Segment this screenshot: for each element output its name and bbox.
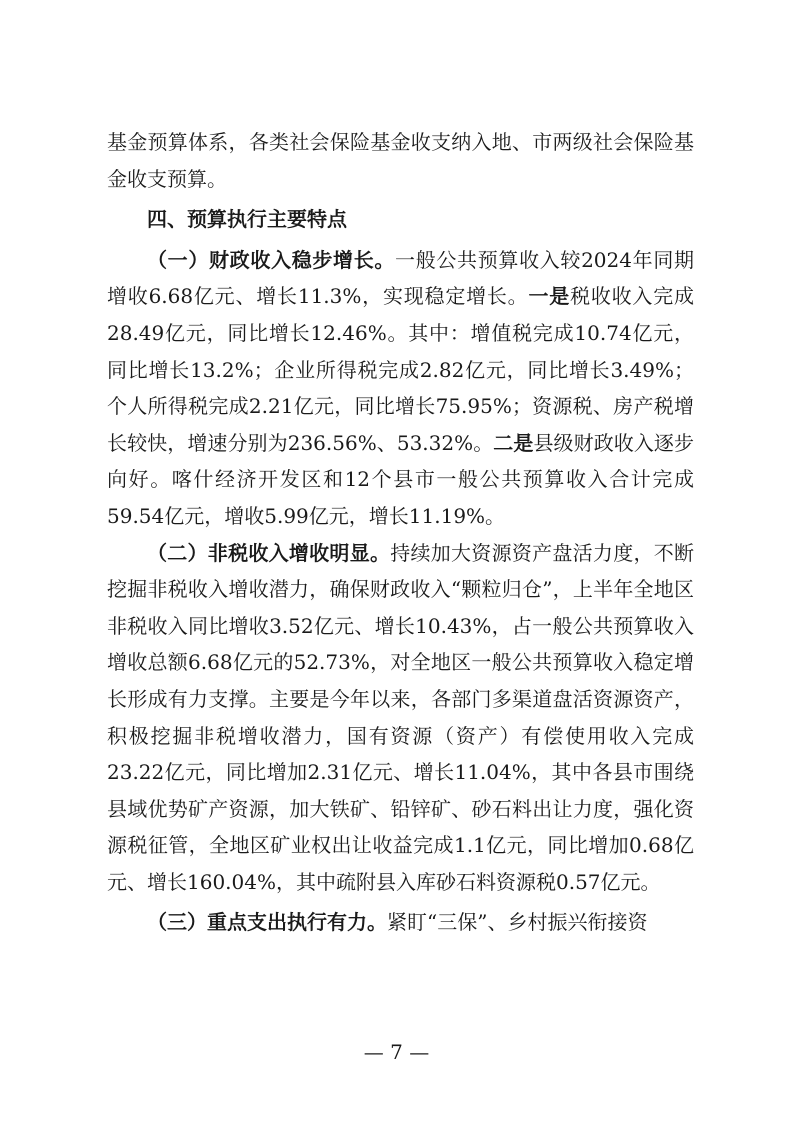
subheading-key-expenditure: （三）重点支出执行有力。 [147, 910, 387, 935]
text-tax-revenue: 税收收入完成28.49亿元，同比增长12.46%。其中：增值税完成10.74亿元，同比增长13.2%；企业所得税完成2.82亿元，同比增长3.49%；个人所得税完成2.21亿元，同比增长75.95%；资源税、房产税增长较快，增速分别为236.56%、53.32%。 [107, 284, 695, 455]
marker-first: 一是 [528, 284, 571, 309]
subheading-non-tax-revenue: （二）非税收入增收明显。 [147, 540, 391, 565]
page-number: — 7 — [363, 1040, 430, 1064]
paragraph-non-tax-revenue [107, 535, 694, 901]
subheading-fiscal-revenue: （一）财政收入稳步增长。 [147, 247, 396, 272]
marker-second: 二是 [493, 430, 534, 455]
text-revenue-overview: 一般公共预算收入较2024年同期增收6.68亿元、增长11.3%，实现稳定增长。 [107, 247, 694, 309]
paragraph-social-insurance-fund: 基金预算体系，各类社会保险基金收支纳入地、市两级社会保险基金收支预算。 [107, 130, 694, 191]
paragraph-fiscal-revenue-growth [107, 242, 694, 535]
document-body [107, 124, 694, 941]
section-heading-budget-execution: 四、预算执行主要特点 [147, 207, 347, 232]
text-non-tax-details: 持续加大资源资产盘活力度，不断挖掘非税收入增收潜力，确保财政收入“颗粒归仓”，上半年全地区非税收入同比增收3.52亿元、增长10.43%，占一般公共预算收入增收总额6.68亿元的52.73%，对全地区一般公共预算收入稳定增长形成有力支撑。主要是今年以来，各部门多渠道盘活资源资产，积极挖掘非税增收潜力，国有资源（资产）有偿使用收入完成23.22亿元，同比增加2.31亿元、增长11.04%，其中各县市围绕县域优势矿产资源，加大铁矿、铅锌矿、砂石料出让力度，强化资源税征管，全地区矿业权出让收益完成1.1亿元，同比增加0.68亿元、增长160.04%，其中疏附县入库砂石料资源税0.57亿元。 [107, 540, 695, 894]
paragraph-key-expenditure [107, 904, 694, 941]
text-county-revenue: 县级财政收入逐步向好。喀什经济开发区和12个县市一般公共预算收入合计完成59.54亿元，增收5.99亿元，增长11.19%。 [107, 430, 695, 528]
text-expenditure-start: 紧盯“三保”、乡村振兴衔接资 [387, 910, 648, 935]
